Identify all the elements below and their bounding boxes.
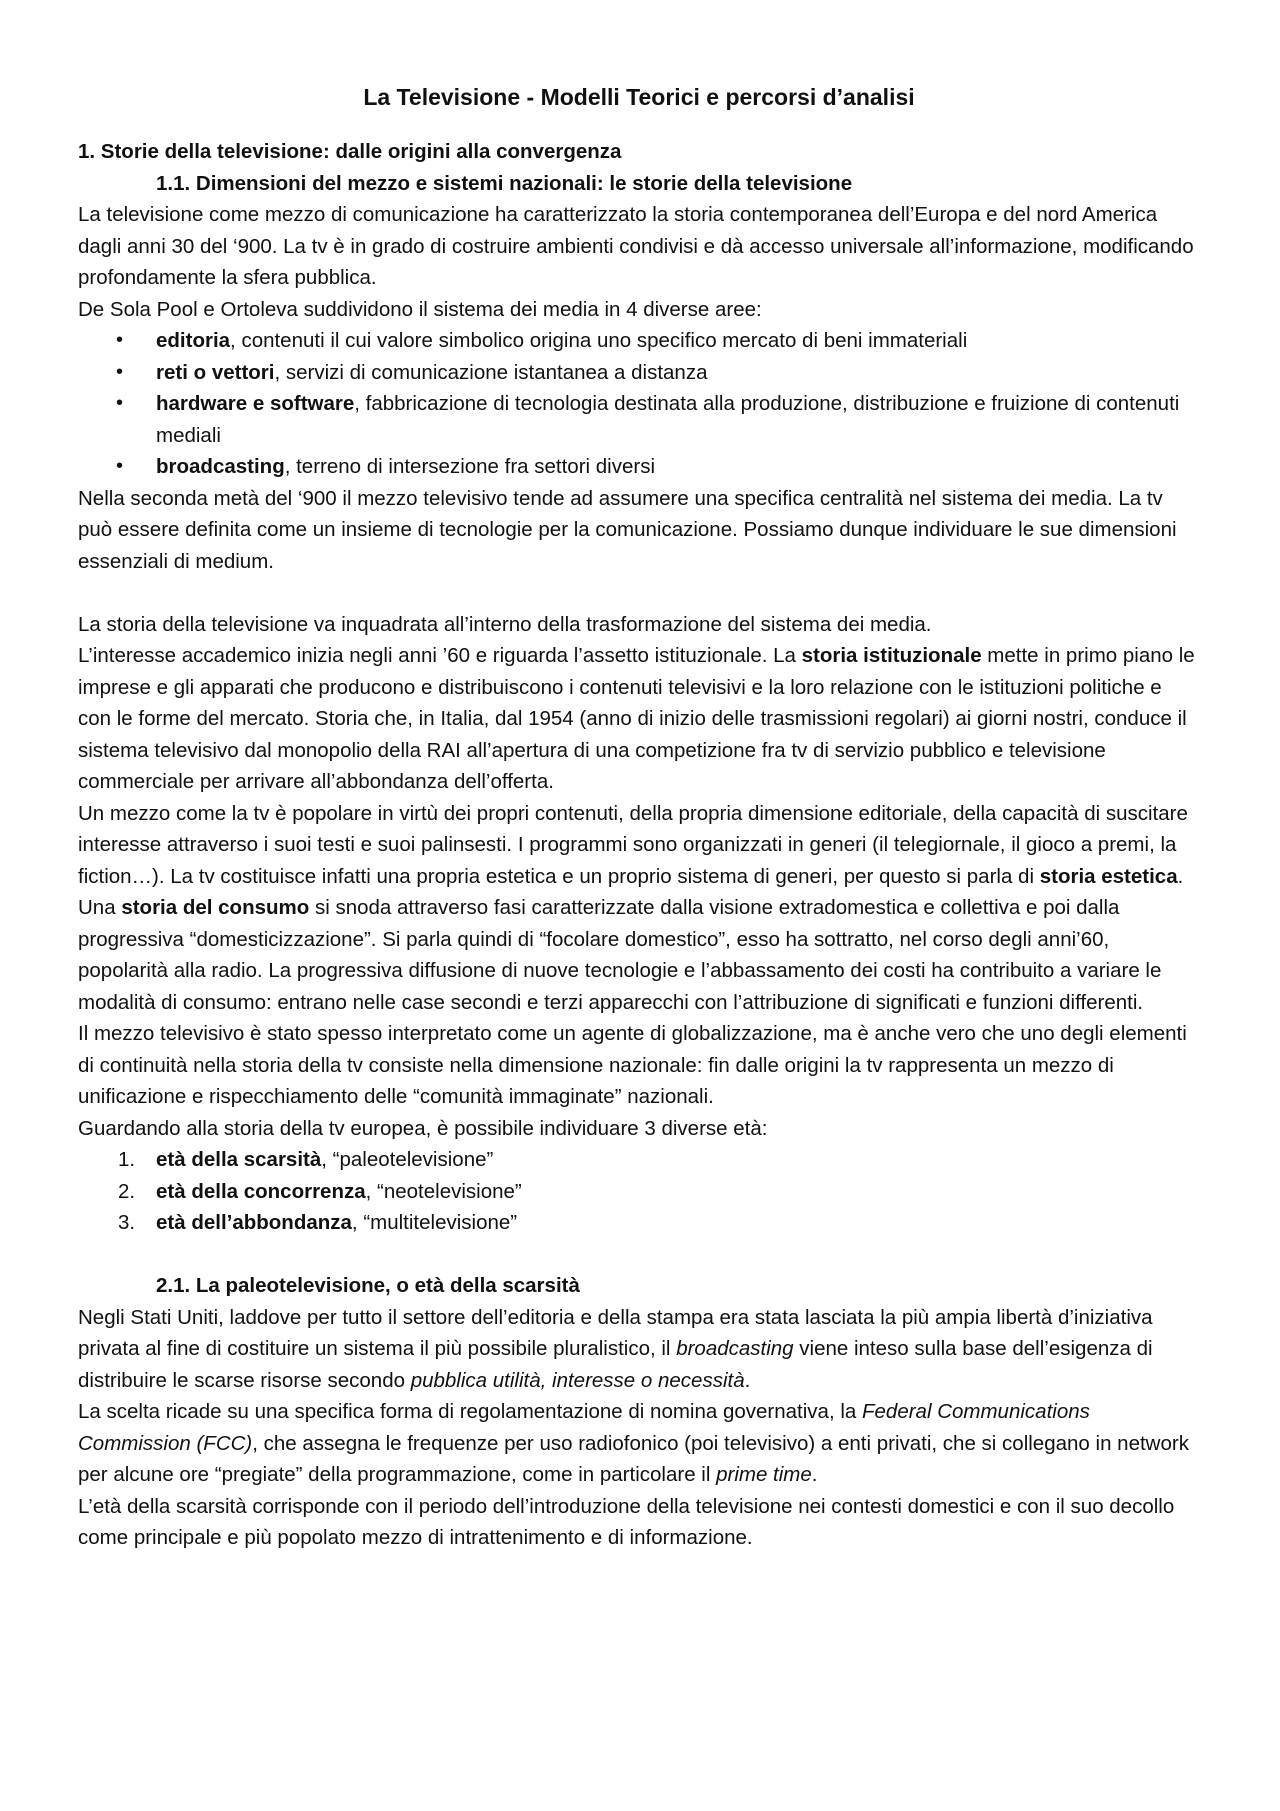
list-item [78, 1176, 1200, 1208]
media-areas-list [78, 325, 1200, 483]
text-run: si snoda attraverso fasi caratterizzate dalla visione extradomestica e collettiva e poi dalla progressiva “domesticizzazione”. Si parla quindi di “focolare domestico”, esso ha sottratto, nel corso degli anni’60, popolarità alla radio. La progressiva diffusione di nuove tecnologie e l’abbassamento dei costi ha contribuito a variare le modalità di consumo: entrano nelle case secondi e terzi apparecchi con l’attribuzione di significati e funzioni differenti. [78, 896, 1162, 1014]
paragraph [78, 1396, 1200, 1491]
bullet-icon: • [116, 360, 124, 383]
italic-term: pubblica utilità, interesse o necessità [410, 1368, 745, 1392]
list-number: 3. [118, 1211, 136, 1234]
list-item-text: , fabbricazione di tecnologia destinata alla produzione, distribuzione e fruizione di contenuti mediali [156, 392, 1180, 447]
document-title: La Televisione - Modelli Teorici e percorsi d’analisi [363, 84, 915, 110]
bold-term: storia istituzionale [801, 644, 982, 667]
bold-term: storia del consumo [121, 896, 310, 919]
text-run: L’interesse accademico inizia negli anni ’60 e riguarda l’assetto istituzionale. La [78, 644, 802, 667]
paragraph [78, 1302, 1200, 1397]
paragraph: L’età della scarsità corrisponde con il periodo dell’introduzione della televisione nei contesti domestici e con il suo decollo come principale e più popolato mezzo di intrattenimento e di informazione. [78, 1494, 1175, 1549]
paragraph: Nella seconda metà del ‘900 il mezzo televisivo tende ad assumere una specifica centralità nel sistema dei media. La tv può essere definita come un insieme di tecnologie per la comunicazione. Possiamo dunque individuare le sue dimensioni essenziali di medium. [78, 486, 1177, 573]
list-item-text: , terreno di intersezione fra settori diversi [284, 455, 656, 478]
list-item-text: , “neotelevisione” [365, 1179, 522, 1203]
paragraph: De Sola Pool e Ortoleva suddividono il sistema dei media in 4 diverse aree: [78, 297, 762, 321]
section-1-heading: 1. Storie della televisione: dalle origini alla convergenza [78, 140, 622, 163]
text-run: Una [78, 896, 122, 919]
text-run: viene inteso sulla base dell’esigenza di distribuire le scarse risorse secondo [78, 1337, 1153, 1392]
bullet-icon: • [116, 455, 124, 477]
italic-term: prime time [716, 1463, 812, 1486]
bullet-icon: • [116, 392, 124, 414]
italic-term: broadcasting [676, 1337, 794, 1360]
list-item [78, 325, 1200, 357]
bold-term: storia estetica [1039, 864, 1178, 888]
list-number: 1. [118, 1148, 136, 1171]
list-item [78, 357, 1200, 389]
paragraph: Il mezzo televisivo è stato spesso interpretato come un agente di globalizzazione, ma è anche vero che uno degli elementi di continuità nella storia della tv consiste nella dimensione nazionale: fin dalle origini la tv rappresenta un mezzo di unificazione e rispecchiamento delle “comunità immaginate” nazionali. [78, 1022, 1187, 1108]
list-item-text: , “multitelevisione” [351, 1211, 518, 1234]
text-run: , che assegna le frequenze per uso radiofonico (poi televisivo) a enti privati, che si collegano in network per alcune ore “pregiate” della programmazione, come in particolare il [78, 1431, 1189, 1486]
list-item-text: , “paleotelevisione” [321, 1148, 494, 1171]
blank-line [78, 1239, 1200, 1271]
list-item [78, 1144, 1200, 1176]
list-item-term: età della concorrenza [156, 1179, 366, 1203]
paragraph [78, 798, 1200, 893]
text-run: . [1177, 864, 1184, 888]
ages-list [78, 1144, 1200, 1239]
list-item-text: , servizi di comunicazione istantanea a distanza [274, 360, 708, 384]
bullet-icon: • [116, 329, 124, 351]
blank-line [78, 577, 1200, 609]
list-item-term: età della scarsità [156, 1148, 322, 1171]
list-item-term: editoria [156, 329, 231, 352]
paragraph: Guardando alla storia della tv europea, è possibile individuare 3 diverse età: [78, 1116, 768, 1140]
paragraph: La storia della televisione va inquadrata all’interno della trasformazione del sistema dei media. [78, 612, 932, 636]
list-item [78, 1207, 1200, 1239]
text-run: La scelta ricade su una specifica forma di regolamentazione di nomina governativa, la [78, 1400, 862, 1423]
list-item-term: broadcasting [156, 455, 285, 478]
list-item [78, 451, 1200, 483]
subsection-1-1-heading: 1.1. Dimensioni del mezzo e sistemi nazionali: le storie della televisione [156, 171, 853, 195]
text-run: . [811, 1463, 818, 1486]
list-item-term: età dell’abbondanza [156, 1211, 352, 1234]
text-run: Un mezzo come la tv è popolare in virtù dei propri contenuti, della propria dimensione editoriale, della capacità di suscitare interesse attraverso i suoi testi e suoi palinsesti. I programmi sono organizzati in generi (il telegiornale, il gioco a premi, la fiction…). La tv costituisce infatti una propria estetica e un proprio sistema di generi, per questo si parla di [78, 801, 1188, 888]
list-item [78, 388, 1200, 451]
italic-term: Federal Communications Commission (FCC) [78, 1400, 1090, 1455]
text-run: mette in primo piano le imprese e gli apparati che producono e distribuiscono i contenuti televisivi e la loro relazione con le istituzioni politiche e con le forme del mercato. Storia che, in Italia, dal 1954 (anno di inizio delle trasmissioni regolari) ai giorni nostri, conduce il sistema televisivo dal monopolio della RAI all’apertura di una competizione fra tv di servizio pubblico e televisione commerciale per arrivare all’abbondanza dell’offerta. [78, 644, 1195, 793]
paragraph [78, 892, 1200, 1018]
list-number: 2. [118, 1179, 136, 1203]
paragraph [78, 640, 1200, 798]
list-item-term: hardware e software [156, 392, 355, 415]
text-run: . [744, 1368, 751, 1392]
paragraph: La televisione come mezzo di comunicazione ha caratterizzato la storia contemporanea dell’Europa e del nord America dagli anni 30 del ‘900. La tv è in grado di costruire ambienti condivisi e dà accesso universale all’informazione, modificando profondamente la sfera pubblica. [78, 203, 1194, 289]
text-run: Negli Stati Uniti, laddove per tutto il settore dell’editoria e della stampa era stata lasciata la più ampia libertà d’iniziativa privata al fine di costituire un sistema il più possibile pluralistico, il [78, 1305, 1153, 1360]
list-item-text: , contenuti il cui valore simbolico origina uno specifico mercato di beni immateriali [230, 329, 968, 352]
list-item-term: reti o vettori [156, 360, 275, 384]
subsection-2-1-heading: 2.1. La paleotelevisione, o età della scarsità [156, 1274, 580, 1297]
